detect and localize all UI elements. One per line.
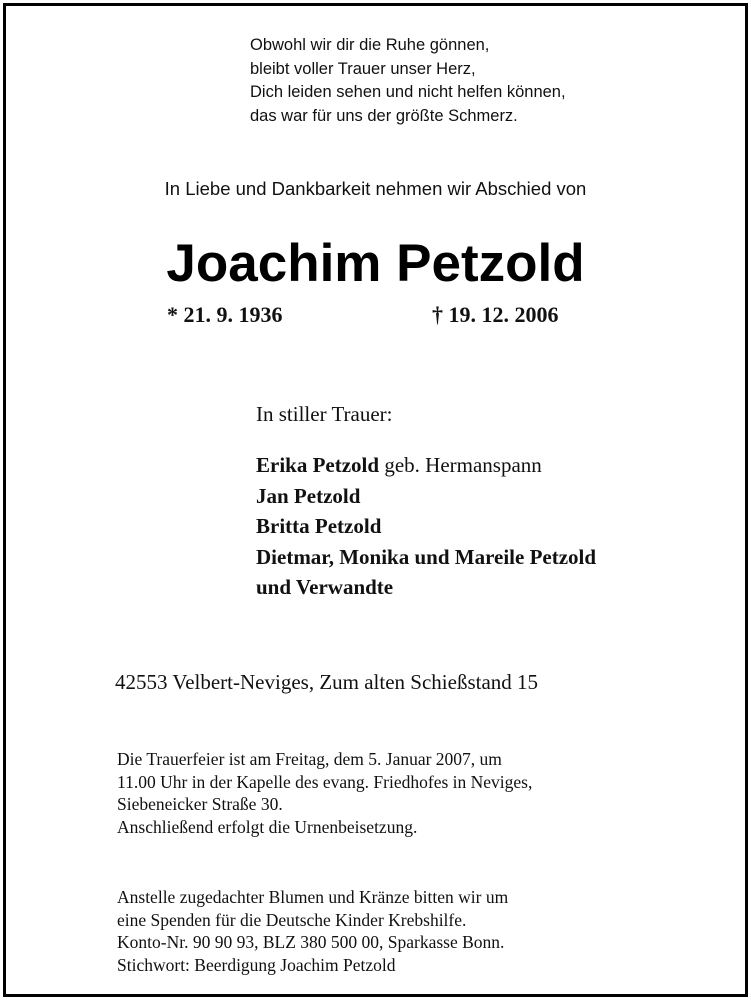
ceremony-line: Anschließend erfolgt die Urnenbeisetzung. <box>117 816 418 837</box>
ceremony-line: 11.00 Uhr in der Kapelle des evang. Friedhofes in Neviges, <box>117 771 533 792</box>
poem-line: Obwohl wir dir die Ruhe gönnen, <box>250 36 490 54</box>
death-date: † 19. 12. 2006 <box>432 302 559 327</box>
farewell-intro: In Liebe und Dankbarkeit nehmen wir Abschied von <box>164 178 587 199</box>
donation-line: eine Spenden für die Deutsche Kinder Krebshilfe. <box>117 909 467 930</box>
ceremony-line: Siebeneicker Straße 30. <box>117 794 283 814</box>
mourning-label: In stiller Trauer: <box>256 402 393 426</box>
mourner-line: Britta Petzold <box>256 514 382 538</box>
obituary-notice <box>3 3 748 997</box>
mourner-line: Dietmar, Monika und Mareile Petzold <box>256 544 597 569</box>
donation-line: Anstelle zugedachter Blumen und Kränze bitten wir um <box>117 887 509 907</box>
poem-line: bleibt voller Trauer unser Herz, <box>250 59 476 78</box>
mourner-name: Erika Petzold <box>256 453 380 477</box>
donation-line: Konto-Nr. 90 90 93, BLZ 380 500 00, Sparkasse Bonn. <box>117 932 505 952</box>
donation-line: Stichwort: Beerdigung Joachim Petzold <box>117 954 396 975</box>
maiden-name: geb. Hermanspann <box>379 453 542 477</box>
deceased-name: Joachim Petzold <box>166 234 585 293</box>
ceremony-info <box>117 748 532 838</box>
family-address: 42553 Velbert-Neviges, Zum alten Schießstand 15 <box>115 670 539 694</box>
mourner-line: Jan Petzold <box>256 483 361 508</box>
ceremony-line: Die Trauerfeier ist am Freitag, dem 5. Januar 2007, um <box>117 749 502 769</box>
donation-info <box>117 886 508 976</box>
poem-line: Dich leiden sehen und nicht helfen können, <box>250 83 566 101</box>
mourner-line: und Verwandte <box>256 575 394 599</box>
mourners-list <box>256 450 596 603</box>
birth-date: * 21. 9. 1936 <box>167 302 283 327</box>
memorial-poem <box>250 34 566 128</box>
poem-line: das war für uns der größte Schmerz. <box>250 106 518 125</box>
mourner-line <box>256 450 596 481</box>
